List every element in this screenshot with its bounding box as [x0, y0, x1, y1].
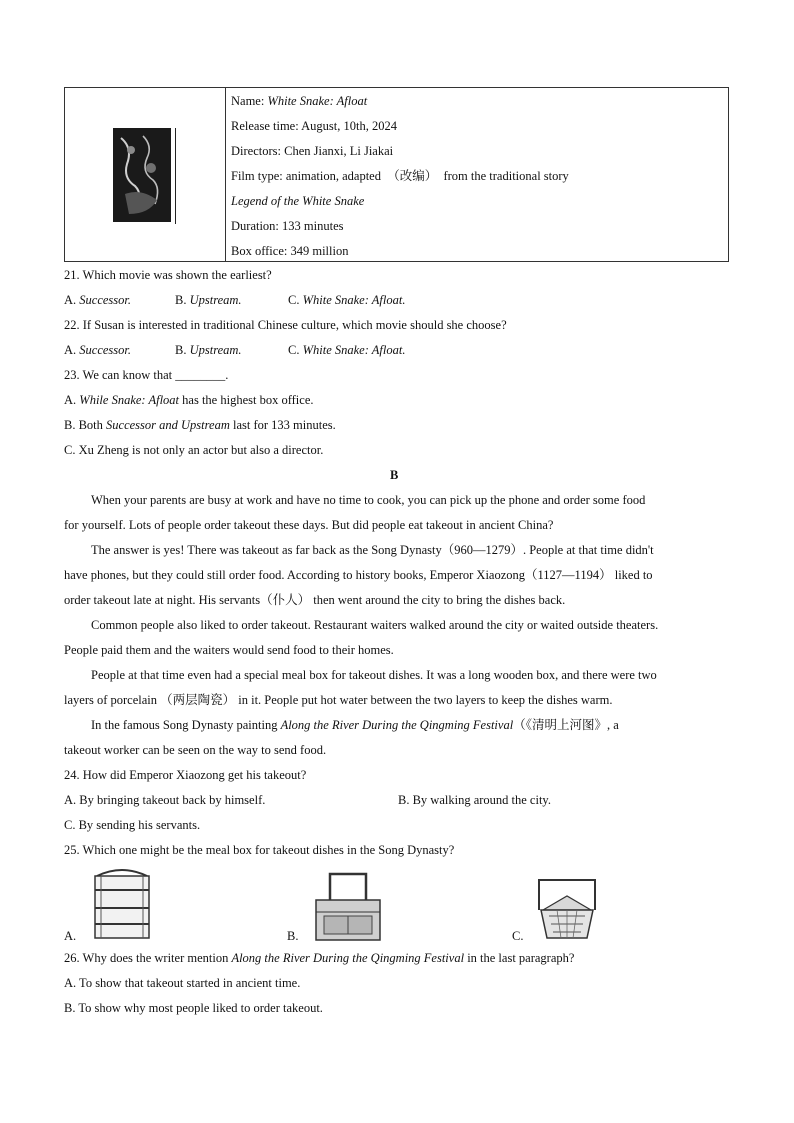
- duration: Duration: 133 minutes: [231, 219, 344, 233]
- option-italic: While Snake: Afloat: [79, 393, 180, 407]
- option-label: A.: [64, 293, 77, 307]
- q23-option-b[interactable]: [64, 417, 336, 433]
- option-text: Successor.: [79, 343, 132, 357]
- q25-stem: 25. Which one might be the meal box for takeout dishes in the Song Dynasty?: [64, 843, 455, 857]
- painting-title: Along the River During the Qingming Festival: [231, 951, 465, 965]
- meal-box-b-image: [312, 870, 384, 944]
- option-label: A.: [64, 343, 77, 357]
- option-italic: Successor and Upstream: [106, 418, 230, 432]
- passage-p2-line1: The answer is yes! There was takeout as far back as the Song Dynasty（960—1279）. People at that time didn't: [91, 543, 654, 557]
- movie-name: [231, 93, 367, 109]
- text: 26. Why does the writer mention: [64, 951, 232, 965]
- film-type-story: Legend of the White Snake: [231, 194, 365, 208]
- q21-stem: 21. Which movie was shown the earliest?: [64, 268, 272, 282]
- q23-option-c[interactable]: C. Xu Zheng is not only an actor but also a director.: [64, 443, 324, 457]
- q24-option-b[interactable]: B. By walking around the city.: [398, 793, 551, 807]
- option-text: has the highest box office.: [179, 393, 314, 407]
- q22-option-a[interactable]: [64, 342, 131, 358]
- option-text: White Snake: Afloat.: [302, 293, 406, 307]
- option-text: last for 133 minutes.: [229, 418, 336, 432]
- movie-info-table: [64, 87, 729, 262]
- passage-p1-line2: for yourself. Lots of people order takeout these days. But did people eat takeout in ancient China?: [64, 518, 554, 532]
- passage-p3-line1: Common people also liked to order takeout. Restaurant waiters walked around the city or waited outside theaters.: [91, 618, 659, 632]
- option-label: C.: [288, 343, 300, 357]
- q25-option-c[interactable]: C.: [512, 929, 524, 943]
- movie-poster-image: [113, 128, 171, 222]
- q24-option-c[interactable]: C. By sending his servants.: [64, 818, 201, 832]
- q23-option-a[interactable]: [64, 392, 314, 408]
- text: In the famous Song Dynasty painting: [91, 718, 281, 732]
- q24-option-a[interactable]: A. By bringing takeout back by himself.: [64, 793, 266, 807]
- q22-stem: 22. If Susan is interested in traditional Chinese culture, which movie should she choose?: [64, 318, 507, 332]
- option-label: A.: [64, 393, 77, 407]
- meal-box-a-image: [89, 866, 155, 942]
- directors: Directors: Chen Jianxi, Li Jiakai: [231, 144, 394, 158]
- option-label: C.: [288, 293, 300, 307]
- option-text: White Snake: Afloat.: [302, 343, 406, 357]
- section-b-heading: B: [390, 468, 399, 482]
- q21-option-c[interactable]: [288, 292, 405, 308]
- q26-stem: [64, 950, 574, 966]
- text: in the last paragraph?: [464, 951, 575, 965]
- q26-option-a[interactable]: A. To show that takeout started in ancient time.: [64, 976, 301, 990]
- option-text: Successor.: [79, 293, 132, 307]
- text: （《清明上河图》, a: [513, 718, 619, 732]
- passage-p4-line1: People at that time even had a special meal box for takeout dishes. It was a long wooden box, and there were two: [91, 668, 657, 682]
- q21-option-b[interactable]: [175, 292, 242, 308]
- passage-p1-line1: When your parents are busy at work and have no time to cook, you can pick up the phone and order some food: [91, 493, 646, 507]
- q24-stem: 24. How did Emperor Xiaozong get his takeout?: [64, 768, 307, 782]
- release-time: Release time: August, 10th, 2024: [231, 119, 397, 133]
- q25-option-b[interactable]: B.: [287, 929, 299, 943]
- name-value: White Snake: Afloat: [267, 94, 368, 108]
- q25-option-a[interactable]: A.: [64, 929, 77, 943]
- passage-p2-line2: have phones, but they could still order food. According to history books, Emperor Xiaozong（1127—1194） liked to: [64, 568, 653, 582]
- name-label: Name:: [231, 94, 265, 108]
- painting-title: Along the River During the Qingming Festival: [280, 718, 514, 732]
- option-label: B.: [175, 293, 187, 307]
- passage-p3-line2: People paid them and the waiters would send food to their homes.: [64, 643, 394, 657]
- option-text: Upstream.: [189, 293, 242, 307]
- q23-stem: 23. We can know that ________.: [64, 368, 229, 382]
- option-label: B. Both: [64, 418, 107, 432]
- box-office: Box office: 349 million: [231, 244, 349, 258]
- passage-p5-line1: [91, 717, 619, 733]
- passage-p5-line2: takeout worker can be seen on the way to send food.: [64, 743, 327, 757]
- meal-box-c-image: [533, 872, 601, 942]
- q21-option-a[interactable]: [64, 292, 131, 308]
- option-label: B.: [175, 343, 187, 357]
- film-type: Film type: animation, adapted （改编） from the traditional story: [231, 169, 569, 183]
- q22-option-b[interactable]: [175, 342, 242, 358]
- poster-cell: [65, 88, 226, 261]
- passage-p4-line2: layers of porcelain （两层陶瓷） in it. People put hot water between the two layers to keep the dishes warm.: [64, 693, 613, 707]
- q22-option-c[interactable]: [288, 342, 405, 358]
- poster-edge: [175, 128, 176, 224]
- passage-p2-line3: order takeout late at night. His servants（仆人） then went around the city to bring the dishes back.: [64, 593, 566, 607]
- option-text: Upstream.: [189, 343, 242, 357]
- q26-option-b[interactable]: B. To show why most people liked to order takeout.: [64, 1001, 323, 1015]
